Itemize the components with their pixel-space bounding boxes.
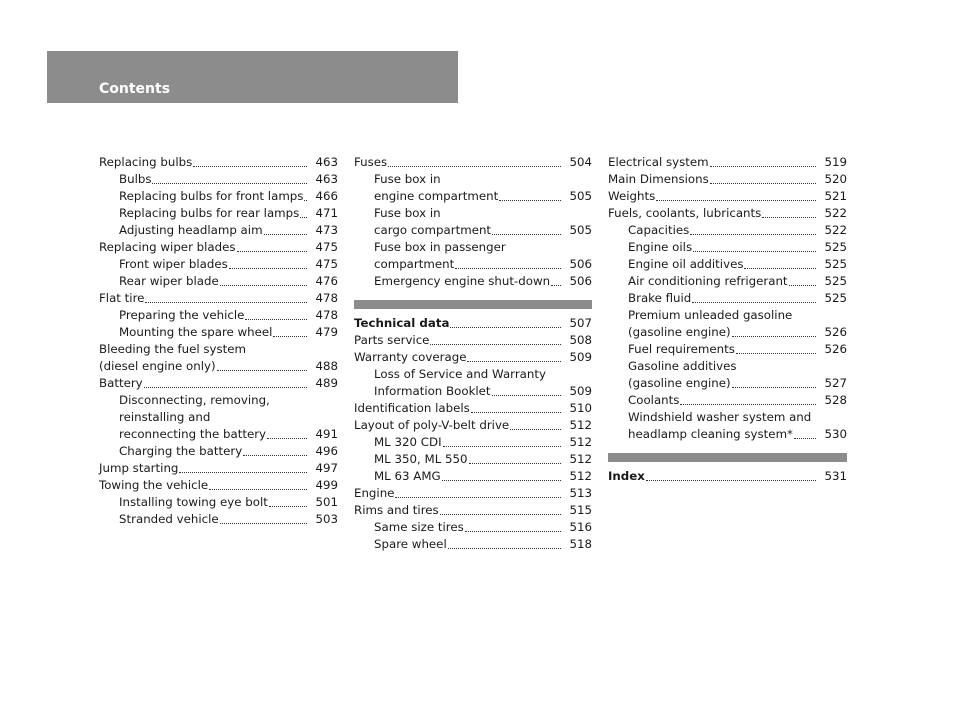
toc-entry-title: headlamp cleaning system* bbox=[628, 427, 793, 441]
toc-entry[interactable] bbox=[354, 256, 592, 273]
toc-entry-title: Charging the battery bbox=[119, 444, 243, 458]
toc-entry-title: Parts service bbox=[354, 333, 430, 347]
dot-leader bbox=[273, 336, 307, 337]
toc-entry[interactable] bbox=[99, 511, 338, 528]
toc-entry-title: Bleeding the fuel system bbox=[99, 342, 247, 356]
toc-entry-page: 518 bbox=[569, 537, 592, 551]
toc-entry[interactable] bbox=[608, 256, 847, 273]
dot-leader bbox=[693, 251, 816, 252]
dot-leader bbox=[551, 285, 561, 286]
toc-list bbox=[99, 154, 338, 528]
toc-entry-title: Main Dimensions bbox=[608, 172, 709, 186]
toc-entry-page: 525 bbox=[824, 274, 847, 288]
dot-leader bbox=[469, 463, 562, 464]
dot-leader bbox=[152, 183, 307, 184]
dot-leader bbox=[448, 548, 562, 549]
toc-entry-page: 526 bbox=[824, 342, 847, 356]
toc-entry-page: 478 bbox=[315, 291, 338, 305]
dot-leader bbox=[243, 455, 307, 456]
toc-entry[interactable] bbox=[354, 205, 592, 222]
toc-entry-page: 516 bbox=[569, 520, 592, 534]
header-bar bbox=[47, 51, 458, 103]
toc-entry-title: Warranty coverage bbox=[354, 350, 467, 364]
toc-entry[interactable] bbox=[608, 358, 847, 375]
dot-leader bbox=[690, 234, 816, 235]
toc-entry-page: 478 bbox=[315, 308, 338, 322]
toc-entry-title: Information Booklet bbox=[374, 384, 491, 398]
toc-entry-page: 515 bbox=[569, 503, 592, 517]
toc-entry-page: 506 bbox=[569, 257, 592, 271]
toc-entry-title: ML 320 CDI bbox=[374, 435, 442, 449]
dot-leader bbox=[229, 268, 308, 269]
toc-entry-title: Replacing bulbs for front lamps bbox=[119, 189, 304, 203]
dot-leader bbox=[245, 319, 307, 320]
toc-list bbox=[608, 468, 847, 485]
toc-entry-title: Index bbox=[608, 469, 645, 483]
toc-entry-title: Fuse box in bbox=[374, 206, 441, 220]
toc-entry[interactable] bbox=[99, 239, 338, 256]
toc-entry[interactable] bbox=[99, 205, 338, 222]
section-divider bbox=[608, 453, 847, 462]
toc-entry-page: 530 bbox=[824, 427, 847, 441]
toc-entry-title: Gasoline additives bbox=[628, 359, 737, 373]
toc-entry-page: 510 bbox=[569, 401, 592, 415]
dot-leader bbox=[789, 285, 817, 286]
toc-entry-title: Same size tires bbox=[374, 520, 464, 534]
dot-leader bbox=[794, 438, 817, 439]
toc-entry-title: Disconnecting, removing, bbox=[119, 393, 270, 407]
toc-entry[interactable] bbox=[99, 273, 338, 290]
dot-leader bbox=[220, 285, 308, 286]
toc-entry-title: (gasoline engine) bbox=[628, 376, 731, 390]
toc-entry[interactable] bbox=[99, 290, 338, 307]
toc-entry[interactable] bbox=[354, 383, 592, 400]
toc-entry[interactable] bbox=[608, 324, 847, 341]
dot-leader bbox=[692, 302, 816, 303]
toc-entry[interactable] bbox=[99, 341, 338, 358]
dot-leader bbox=[710, 166, 817, 167]
toc-entry-title: Fuel requirements bbox=[628, 342, 735, 356]
toc-entry-title: Jump starting bbox=[99, 461, 179, 475]
toc-entry-title: Adjusting headlamp aim bbox=[119, 223, 263, 237]
toc-entry-title: Engine oil additives bbox=[628, 257, 744, 271]
toc-entry[interactable] bbox=[354, 485, 592, 502]
dot-leader bbox=[269, 506, 308, 507]
toc-entry[interactable] bbox=[608, 188, 847, 205]
toc-entry[interactable] bbox=[99, 392, 338, 409]
toc-entry[interactable] bbox=[608, 307, 847, 324]
toc-entry-title: Capacities bbox=[628, 223, 690, 237]
dot-leader bbox=[656, 200, 816, 201]
toc-entry-title: Weights bbox=[608, 189, 656, 203]
dot-leader bbox=[492, 234, 561, 235]
dot-leader bbox=[264, 234, 308, 235]
toc-entry[interactable] bbox=[354, 366, 592, 383]
toc-entry[interactable] bbox=[99, 460, 338, 477]
dot-leader bbox=[430, 344, 561, 345]
toc-entry[interactable] bbox=[608, 341, 847, 358]
toc-entry[interactable] bbox=[354, 451, 592, 468]
toc-entry-page: 496 bbox=[315, 444, 338, 458]
toc-entry[interactable] bbox=[608, 375, 847, 392]
toc-entry-page: 489 bbox=[315, 376, 338, 390]
toc-entry[interactable] bbox=[99, 426, 338, 443]
toc-entry[interactable] bbox=[354, 222, 592, 239]
dot-leader bbox=[455, 268, 561, 269]
dot-leader bbox=[736, 353, 817, 354]
toc-entry-page: 463 bbox=[315, 172, 338, 186]
toc-entry-page: 509 bbox=[569, 384, 592, 398]
toc-entry[interactable] bbox=[354, 332, 592, 349]
toc-entry-page: 488 bbox=[315, 359, 338, 373]
toc-entry[interactable] bbox=[354, 154, 592, 171]
dot-leader bbox=[304, 200, 307, 201]
dot-leader bbox=[510, 429, 561, 430]
toc-entry-title: Loss of Service and Warranty bbox=[374, 367, 546, 381]
toc-entry-title: Layout of poly-V-belt drive bbox=[354, 418, 510, 432]
toc-entry[interactable] bbox=[608, 239, 847, 256]
toc-entry-title: Preparing the vehicle bbox=[119, 308, 245, 322]
toc-entry-title: ML 63 AMG bbox=[374, 469, 441, 483]
dot-leader bbox=[193, 166, 307, 167]
toc-entry[interactable] bbox=[99, 375, 338, 392]
toc-entry[interactable] bbox=[99, 358, 338, 375]
toc-entry-title: Rims and tires bbox=[354, 503, 439, 517]
dot-leader bbox=[443, 446, 562, 447]
toc-entry-title: Replacing bulbs for rear lamps bbox=[119, 206, 300, 220]
toc-entry[interactable] bbox=[99, 222, 338, 239]
toc-entry-title: Stranded vehicle bbox=[119, 512, 219, 526]
toc-entry-title: Brake fluid bbox=[628, 291, 692, 305]
toc-entry-title: Engine bbox=[354, 486, 395, 500]
toc-entry[interactable] bbox=[608, 273, 847, 290]
toc-entry-page: 522 bbox=[824, 223, 847, 237]
toc-list bbox=[354, 315, 592, 553]
dot-leader bbox=[762, 217, 816, 218]
page-title: Contents bbox=[99, 81, 171, 97]
toc-entry[interactable] bbox=[354, 349, 592, 366]
toc-entry[interactable] bbox=[608, 154, 847, 171]
toc-entry-title: Towing the vehicle bbox=[99, 478, 209, 492]
toc-list bbox=[354, 154, 592, 290]
toc-entry[interactable] bbox=[354, 502, 592, 519]
toc-entry[interactable] bbox=[99, 307, 338, 324]
toc-entry-page: 507 bbox=[569, 316, 592, 330]
toc-entry-page: 512 bbox=[569, 435, 592, 449]
toc-entry[interactable] bbox=[354, 171, 592, 188]
toc-entry[interactable] bbox=[99, 494, 338, 511]
toc-entry[interactable] bbox=[608, 171, 847, 188]
toc-entry[interactable] bbox=[354, 519, 592, 536]
dot-leader bbox=[440, 514, 562, 515]
toc-entry-title: Electrical system bbox=[608, 155, 709, 169]
toc-entry-page: 504 bbox=[569, 155, 592, 169]
toc-entry-page: 525 bbox=[824, 291, 847, 305]
dot-leader bbox=[680, 404, 816, 405]
toc-entry-title: reconnecting the battery bbox=[119, 427, 267, 441]
toc-entry-title: Windshield washer system and bbox=[628, 410, 812, 424]
toc-entry[interactable] bbox=[608, 409, 847, 426]
toc-entry-page: 519 bbox=[824, 155, 847, 169]
dot-leader bbox=[209, 489, 307, 490]
toc-entry-page: 506 bbox=[569, 274, 592, 288]
toc-entry-title: Engine oils bbox=[628, 240, 693, 254]
toc-entry-page: 491 bbox=[315, 427, 338, 441]
toc-entry-title: ML 350, ML 550 bbox=[374, 452, 468, 466]
toc-entry-title: Fuse box in bbox=[374, 172, 441, 186]
toc-entry[interactable] bbox=[608, 290, 847, 307]
dot-leader bbox=[471, 412, 562, 413]
toc-entry-title: Rear wiper blade bbox=[119, 274, 219, 288]
toc-entry-page: 508 bbox=[569, 333, 592, 347]
toc-entry-title: engine compartment bbox=[374, 189, 499, 203]
toc-entry-page: 526 bbox=[824, 325, 847, 339]
toc-entry-page: 503 bbox=[315, 512, 338, 526]
toc-entry-page: 528 bbox=[824, 393, 847, 407]
dot-leader bbox=[395, 497, 561, 498]
toc-entry-title: Fuels, coolants, lubricants bbox=[608, 206, 762, 220]
toc-entry-title: Replacing wiper blades bbox=[99, 240, 236, 254]
toc-entry-page: 475 bbox=[315, 240, 338, 254]
toc-entry-page: 466 bbox=[315, 189, 338, 203]
toc-entry-title: Air conditioning refrigerant bbox=[628, 274, 788, 288]
toc-entry-page: 512 bbox=[569, 418, 592, 432]
toc-entry-page: 463 bbox=[315, 155, 338, 169]
toc-entry-title: (gasoline engine) bbox=[628, 325, 731, 339]
toc-entry-page: 476 bbox=[315, 274, 338, 288]
toc-entry-title: Front wiper blades bbox=[119, 257, 228, 271]
toc-entry-title: Flat tire bbox=[99, 291, 145, 305]
toc-entry-page: 522 bbox=[824, 206, 847, 220]
toc-entry-page: 479 bbox=[315, 325, 338, 339]
toc-column-3 bbox=[608, 154, 847, 485]
toc-entry-title: Fuse box in passenger bbox=[374, 240, 506, 254]
toc-entry-page: 499 bbox=[315, 478, 338, 492]
dot-leader bbox=[145, 302, 307, 303]
toc-entry-title: (diesel engine only) bbox=[99, 359, 216, 373]
toc-entry[interactable] bbox=[354, 400, 592, 417]
toc-entry-title: compartment bbox=[374, 257, 455, 271]
toc-entry-title: Coolants bbox=[628, 393, 680, 407]
toc-entry-title: cargo compartment bbox=[374, 223, 492, 237]
toc-entry[interactable] bbox=[354, 468, 592, 485]
toc-list bbox=[608, 154, 847, 443]
toc-column-1 bbox=[99, 154, 338, 528]
toc-entry-page: 525 bbox=[824, 257, 847, 271]
dot-leader bbox=[732, 336, 817, 337]
dot-leader bbox=[467, 361, 561, 362]
dot-leader bbox=[388, 166, 561, 167]
toc-entry-page: 509 bbox=[569, 350, 592, 364]
toc-entry-title: Mounting the spare wheel bbox=[119, 325, 273, 339]
toc-entry-page: 505 bbox=[569, 223, 592, 237]
dot-leader bbox=[744, 268, 816, 269]
toc-entry[interactable] bbox=[354, 273, 592, 290]
toc-entry[interactable] bbox=[99, 324, 338, 341]
toc-entry[interactable] bbox=[99, 443, 338, 460]
toc-entry-title: Premium unleaded gasoline bbox=[628, 308, 793, 322]
toc-entry-page: 520 bbox=[824, 172, 847, 186]
dot-leader bbox=[732, 387, 817, 388]
toc-entry[interactable] bbox=[99, 477, 338, 494]
toc-entry[interactable] bbox=[354, 315, 592, 332]
toc-entry[interactable] bbox=[99, 256, 338, 273]
dot-leader bbox=[492, 395, 562, 396]
toc-entry[interactable] bbox=[608, 205, 847, 222]
toc-entry-page: 513 bbox=[569, 486, 592, 500]
toc-entry[interactable] bbox=[354, 188, 592, 205]
toc-entry[interactable] bbox=[354, 239, 592, 256]
toc-entry[interactable] bbox=[608, 222, 847, 239]
toc-entry[interactable] bbox=[608, 392, 847, 409]
toc-entry[interactable] bbox=[608, 426, 847, 443]
toc-entry-page: 505 bbox=[569, 189, 592, 203]
toc-entry[interactable] bbox=[99, 409, 338, 426]
dot-leader bbox=[646, 480, 817, 481]
toc-column-2 bbox=[354, 154, 592, 553]
dot-leader bbox=[465, 531, 562, 532]
dot-leader bbox=[300, 217, 307, 218]
dot-leader bbox=[267, 438, 307, 439]
dot-leader bbox=[450, 327, 561, 328]
toc-entry[interactable] bbox=[99, 154, 338, 171]
toc-entry-title: Identification labels bbox=[354, 401, 470, 415]
toc-entry-title: Spare wheel bbox=[374, 537, 447, 551]
dot-leader bbox=[442, 480, 562, 481]
toc-entry[interactable] bbox=[99, 171, 338, 188]
dot-leader bbox=[237, 251, 308, 252]
toc-entry-page: 521 bbox=[824, 189, 847, 203]
toc-entry-title: Replacing bulbs bbox=[99, 155, 193, 169]
section-divider bbox=[354, 300, 592, 309]
toc-entry-title: Emergency engine shut-down bbox=[374, 274, 551, 288]
toc-entry-title: reinstalling and bbox=[119, 410, 211, 424]
toc-entry-page: 497 bbox=[315, 461, 338, 475]
toc-entry-page: 501 bbox=[315, 495, 338, 509]
toc-entry[interactable] bbox=[354, 536, 592, 553]
toc-entry-page: 512 bbox=[569, 469, 592, 483]
dot-leader bbox=[499, 200, 561, 201]
toc-entry[interactable] bbox=[354, 434, 592, 451]
toc-entry-title: Technical data bbox=[354, 316, 450, 330]
toc-entry[interactable] bbox=[608, 468, 847, 485]
dot-leader bbox=[179, 472, 307, 473]
toc-entry-page: 512 bbox=[569, 452, 592, 466]
toc-entry-page: 525 bbox=[824, 240, 847, 254]
toc-entry-page: 531 bbox=[824, 469, 847, 483]
toc-entry[interactable] bbox=[99, 188, 338, 205]
toc-entry-page: 475 bbox=[315, 257, 338, 271]
toc-entry-title: Installing towing eye bolt bbox=[119, 495, 268, 509]
dot-leader bbox=[220, 523, 308, 524]
toc-entry-title: Bulbs bbox=[119, 172, 152, 186]
toc-entry-page: 473 bbox=[315, 223, 338, 237]
toc-entry-page: 527 bbox=[824, 376, 847, 390]
toc-entry-title: Fuses bbox=[354, 155, 388, 169]
toc-entry[interactable] bbox=[354, 417, 592, 434]
dot-leader bbox=[217, 370, 308, 371]
toc-entry-title: Battery bbox=[99, 376, 143, 390]
toc-entry-page: 471 bbox=[315, 206, 338, 220]
dot-leader bbox=[710, 183, 817, 184]
dot-leader bbox=[144, 387, 308, 388]
